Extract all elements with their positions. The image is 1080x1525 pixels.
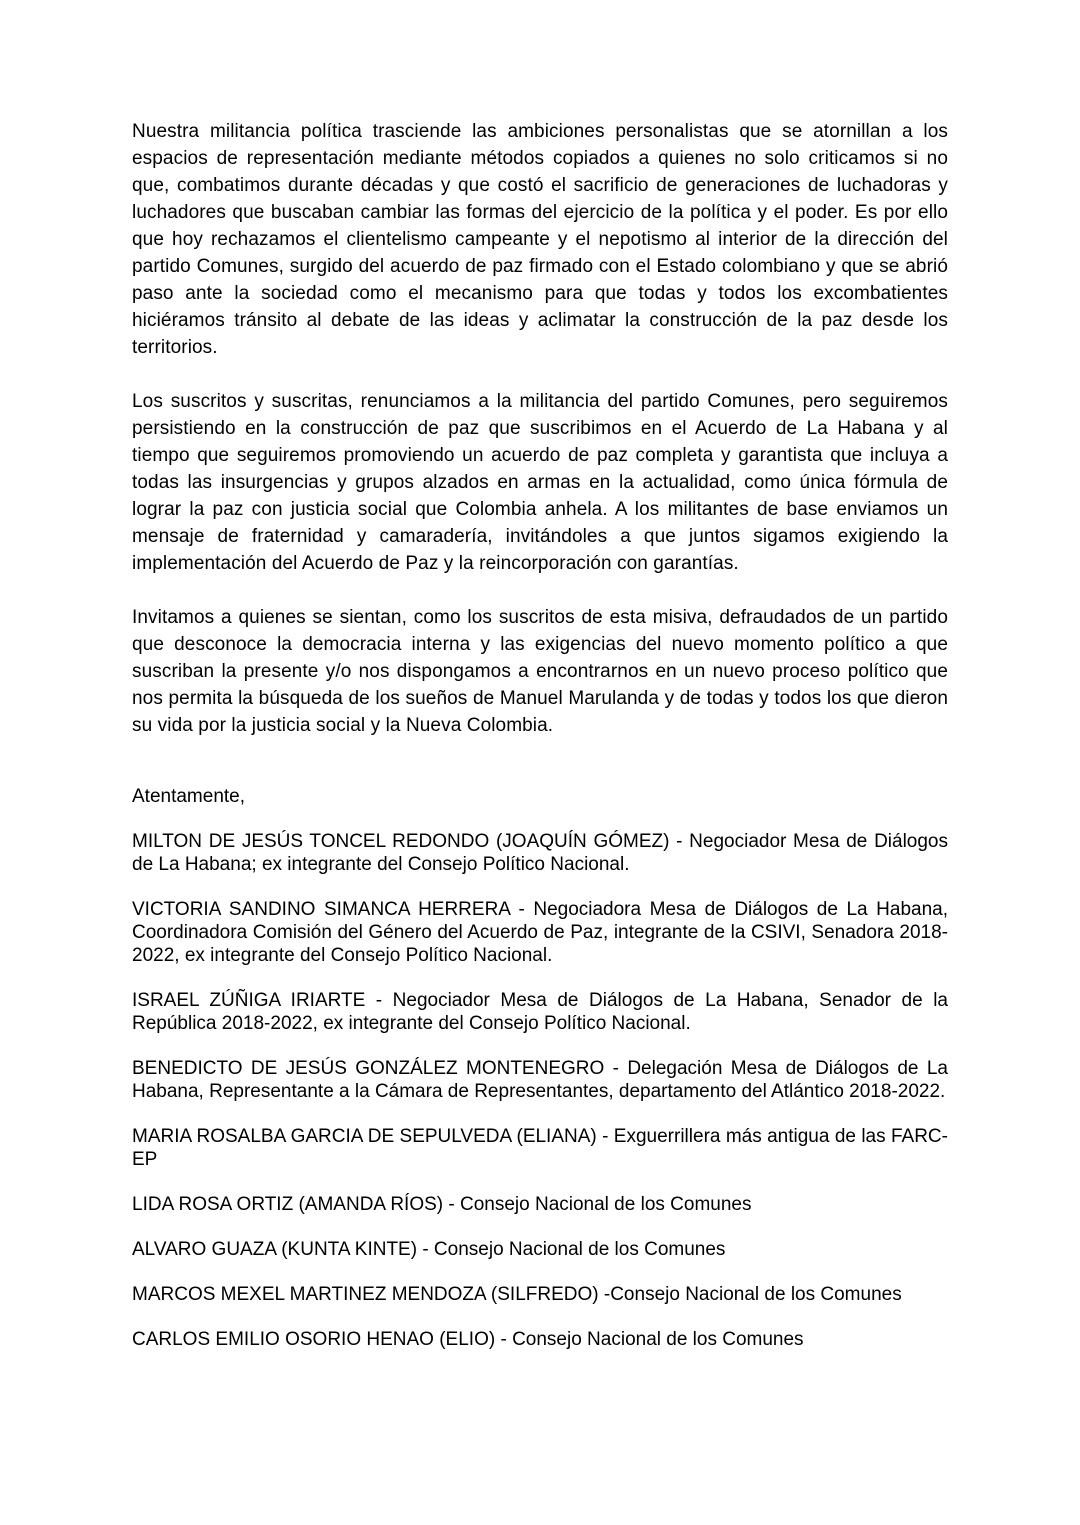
signatory-entry-6: LIDA ROSA ORTIZ (AMANDA RÍOS) - Consejo Nacional de los Comunes [132, 1194, 752, 1215]
signatory-entry-4: BENEDICTO DE JESÚS GONZÁLEZ MONTENEGRO - Delegación Mesa de Diálogos de La Habana, Representante a la Cámara de Representantes, departamento del Atlántico 2018-2022. [132, 1058, 948, 1102]
closing-salutation: Atentamente, [132, 786, 246, 807]
signatory-entry-1: MILTON DE JESÚS TONCEL REDONDO (JOAQUÍN GÓMEZ) - Negociador Mesa de Diálogos de La Habana; ex integrante del Consejo Político Nacional. [132, 831, 948, 875]
signatory-entry-2: VICTORIA SANDINO SIMANCA HERRERA - Negociadora Mesa de Diálogos de La Habana, Coordinadora Comisión del Género del Acuerdo de Paz, integrante de la CSIVI, Senadora 2018-2022, ex integrante del Consejo Político Nacional. [132, 899, 948, 966]
body-paragraph-3: Invitamos a quienes se sientan, como los suscritos de esta misiva, defraudados de un partido que desconoce la democracia interna y las exigencias del nuevo momento político a que suscriban la presente y/o nos dispongamos a encontrarnos en un nuevo proceso político que nos permita la búsqueda de los sueños de Manuel Marulanda y de todas y todos los que dieron su vida por la justicia social y la Nueva Colombia. [132, 607, 948, 736]
signatory-entry-7: ALVARO GUAZA (KUNTA KINTE) - Consejo Nacional de los Comunes [132, 1239, 726, 1260]
signatory-entry-9: CARLOS EMILIO OSORIO HENAO (ELIO) - Consejo Nacional de los Comunes [132, 1329, 804, 1350]
body-paragraph-2: Los suscritos y suscritas, renunciamos a la militancia del partido Comunes, pero seguiremos persistiendo en la construcción de paz que suscribimos en el Acuerdo de La Habana y al tiempo que seguiremos promoviendo un acuerdo de paz completa y garantista que incluya a todas las insurgencias y grupos alzados en armas en la actualidad, como única fórmula de lograr la paz con justicia social que Colombia anhela. A los militantes de base enviamos un mensaje de fraternidad y camaradería, invitándoles a que juntos sigamos exigiendo la implementación del Acuerdo de Paz y la reincorporación con garantías. [132, 391, 948, 574]
signatory-entry-5: MARIA ROSALBA GARCIA DE SEPULVEDA (ELIANA) - Exguerrillera más antigua de las FARC-EP [132, 1126, 948, 1170]
signatory-entry-3: ISRAEL ZÚÑIGA IRIARTE - Negociador Mesa de Diálogos de La Habana, Senador de la República 2018-2022, ex integrante del Consejo Político Nacional. [132, 990, 948, 1034]
body-paragraph-1: Nuestra militancia política trasciende las ambiciones personalistas que se atornillan a los espacios de representación mediante métodos copiados a quienes no solo criticamos si no que, combatimos durante décadas y que costó el sacrificio de generaciones de luchadoras y luchadores que buscaban cambiar las formas del ejercicio de la política y el poder. Es por ello que hoy rechazamos el clientelismo campeante y el nepotismo al interior de la dirección del partido Comunes, surgido del acuerdo de paz firmado con el Estado colombiano y que se abrió paso ante la sociedad como el mecanismo para que todas y todos los excombatientes hiciéramos tránsito al debate de las ideas y aclimatar la construcción de la paz desde los territorios. [132, 121, 948, 358]
document-content [132, 118, 948, 1351]
signatory-entry-8: MARCOS MEXEL MARTINEZ MENDOZA (SILFREDO) -Consejo Nacional de los Comunes [132, 1284, 902, 1305]
